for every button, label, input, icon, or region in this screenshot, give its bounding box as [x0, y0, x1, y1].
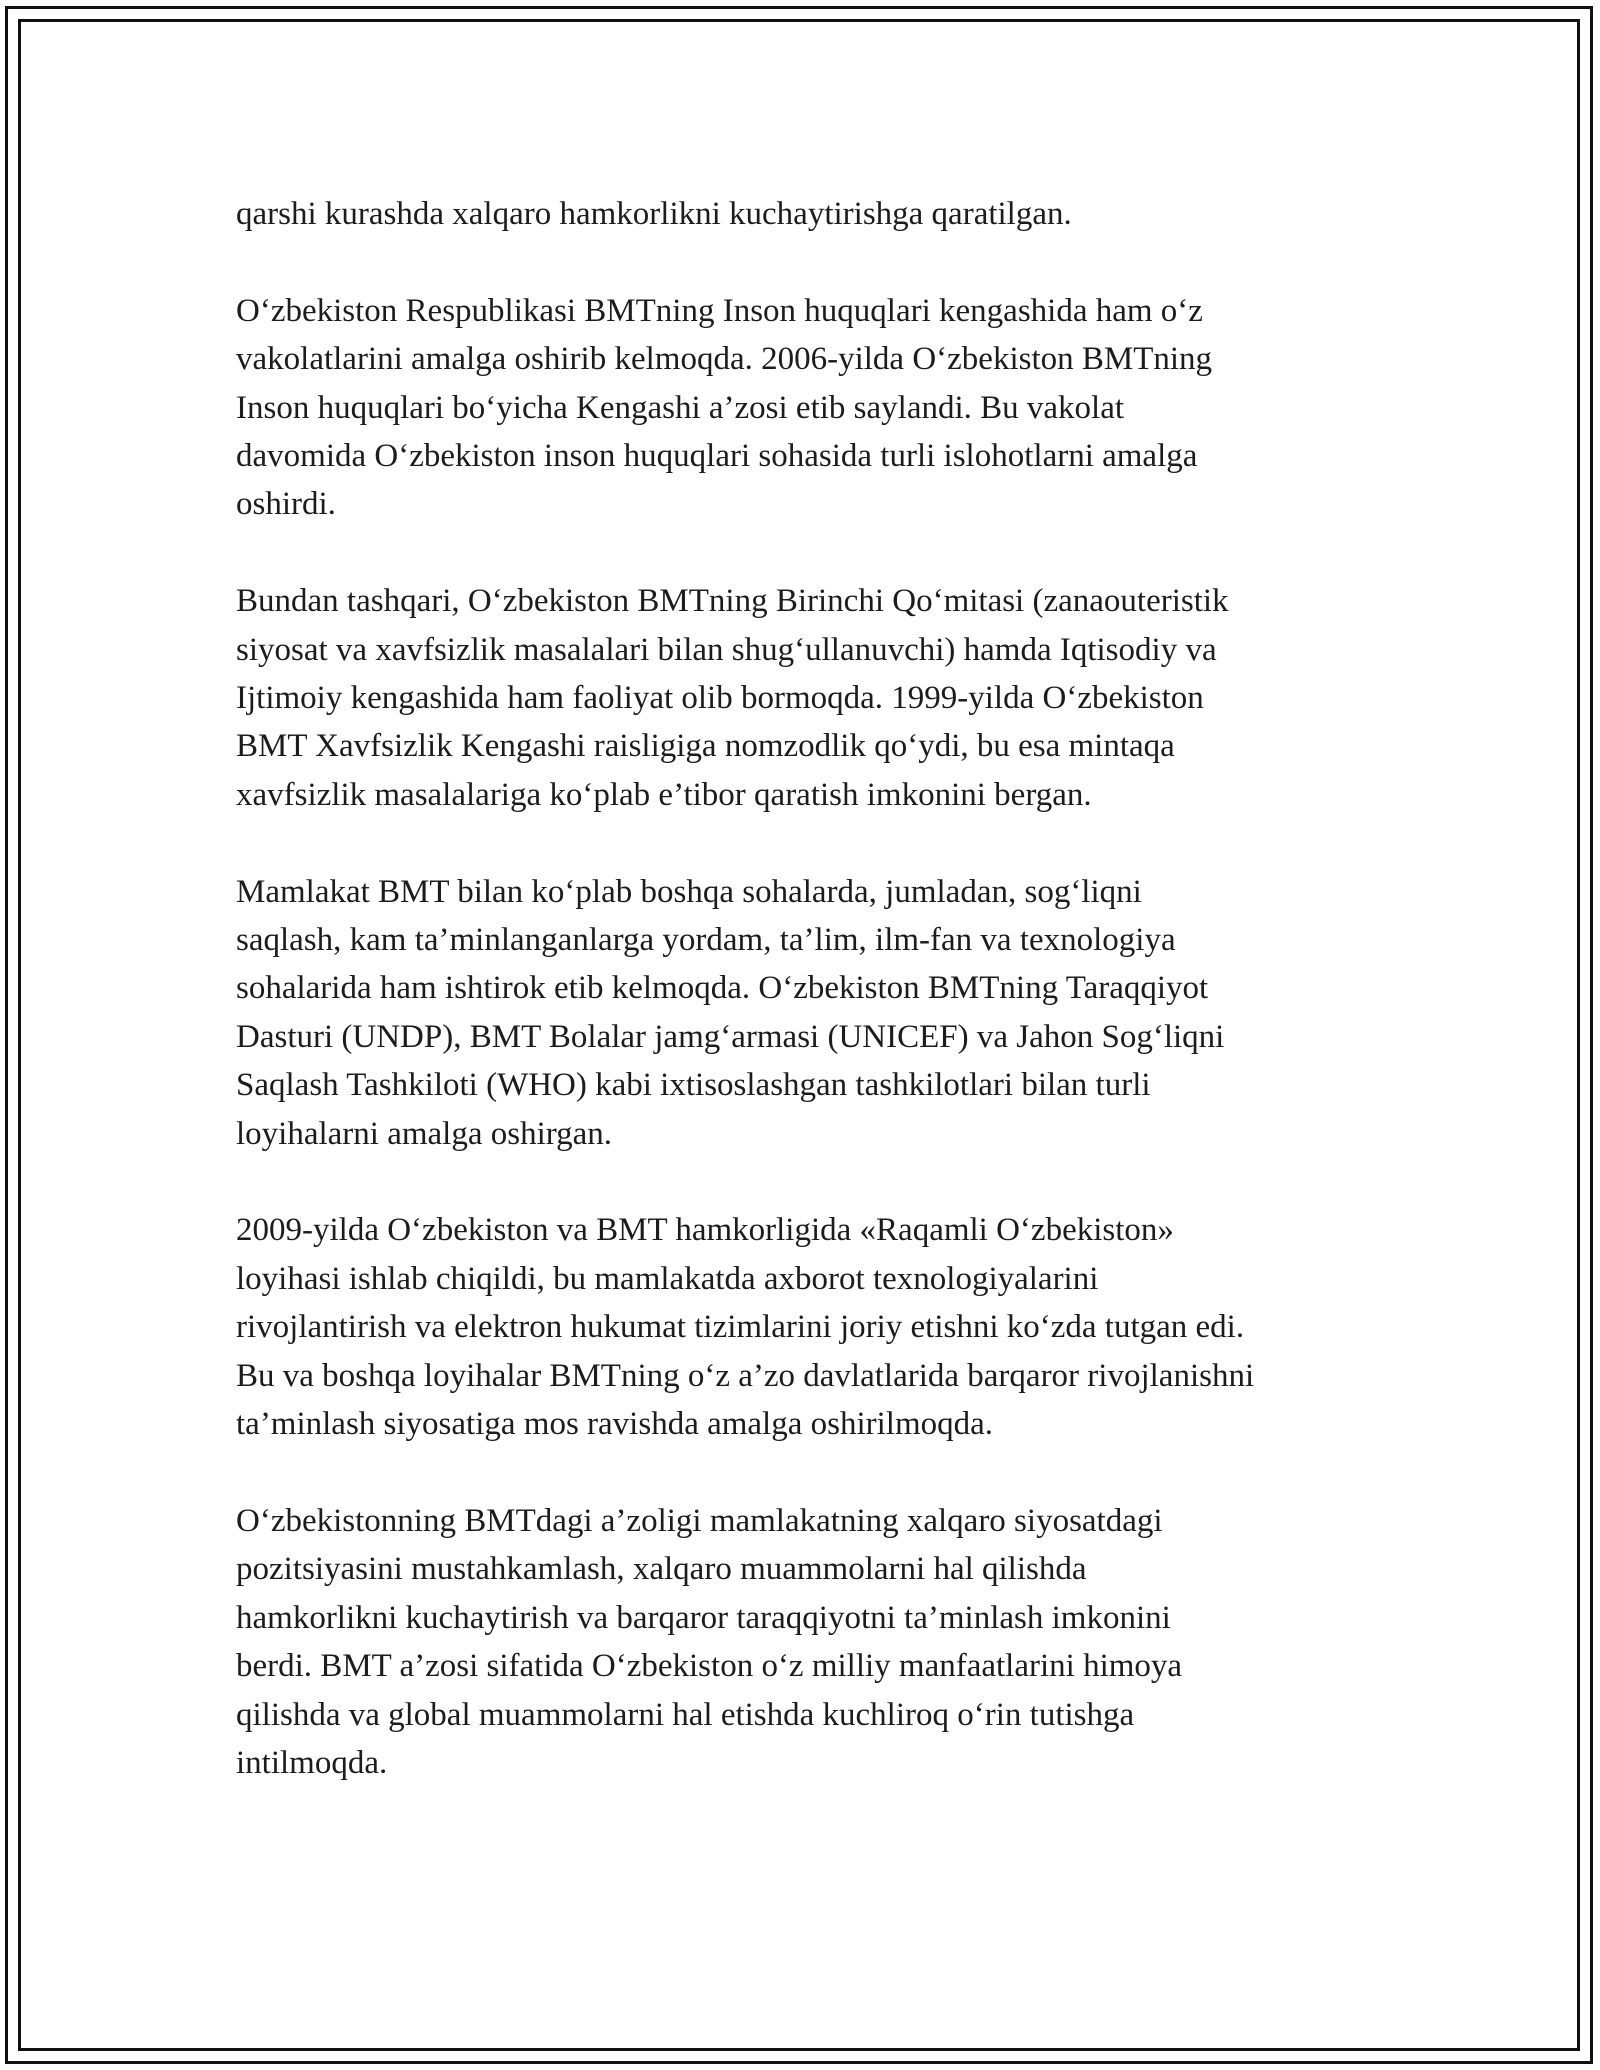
- paragraph-6: O‘zbekistonning BMTdagi a’zoligi mamlakatning xalqaro siyosatdagi pozitsiyasini mustahkamlash, xalqaro muammolarni hal qilishda hamkorlikni kuchaytirish va barqaror taraqqiyotni ta’minlash imkonini berdi. BMT a’zosi sifatida O‘zbekiston o‘z milliy manfaatlarini himoya qilishda va global muammolarni hal etishda kuchliroq o‘rin tutishga intilmoqda.: [236, 1502, 1183, 1781]
- paragraph-4: Mamlakat BMT bilan ko‘plab boshqa sohalarda, jumladan, sog‘liqni saqlash, kam ta’minlanganlarga yordam, ta’lim, ilm-fan va texnologiya sohalarida ham ishtirok etib kelmoqda. O‘zbekiston BMTning Taraqqiyot Dasturi (UNDP), BMT Bolalar jamg‘armasi (UNICEF) va Jahon Sog‘liqni Saqlash Tashkiloti (WHO) kabi ixtisoslashgan tashkilotlari bilan turli loyihalarni amalga oshirgan.: [236, 873, 1225, 1152]
- paragraph-5: 2009-yilda O‘zbekiston va BMT hamkorligida «Raqamli O‘zbekiston» loyihasi ishlab chiqildi, bu mamlakatda axborot texnologiyalarini rivojlantirish va elektron hukumat tizimlarini joriy etishni ko‘zda tutgan edi. Bu va boshqa loyihalar BMTning o‘z a’zo davlatlarida barqaror rivojlanishni ta’minlash siyosatiga mos ravishda amalga oshirilmoqda.: [236, 1212, 1255, 1443]
- document-body: [236, 190, 1376, 1836]
- paragraph-3: Bundan tashqari, O‘zbekiston BMTning Birinchi Qo‘mitasi (zanaouteristik siyosat va xavfsizlik masalalari bilan shug‘ullanuvchi) hamda Iqtisodiy va Ijtimoiy kengashida ham faoliyat olib bormoqda. 1999-yilda O‘zbekiston BMT Xavfsizlik Kengashi raisligiga nomzodlik qo‘ydi, bu esa mintaqa xavfsizlik masalalariga ko‘plab e’tibor qaratish imkonini bergan.: [236, 583, 1229, 813]
- paragraph-2: O‘zbekiston Respublikasi BMTning Inson huquqlari kengashida ham o‘z vakolatlarini amalga oshirib kelmoqda. 2006-yilda O‘zbekiston BMTning Inson huquqlari bo‘yicha Kengashi a’zosi etib saylandi. Bu vakolat davomida O‘zbekiston inson huquqlari sohasida turli islohotlarni amalga oshirdi.: [236, 292, 1213, 523]
- paragraph-1: qarshi kurashda xalqaro hamkorlikni kuchaytirishga qaratilgan.: [236, 196, 1072, 232]
